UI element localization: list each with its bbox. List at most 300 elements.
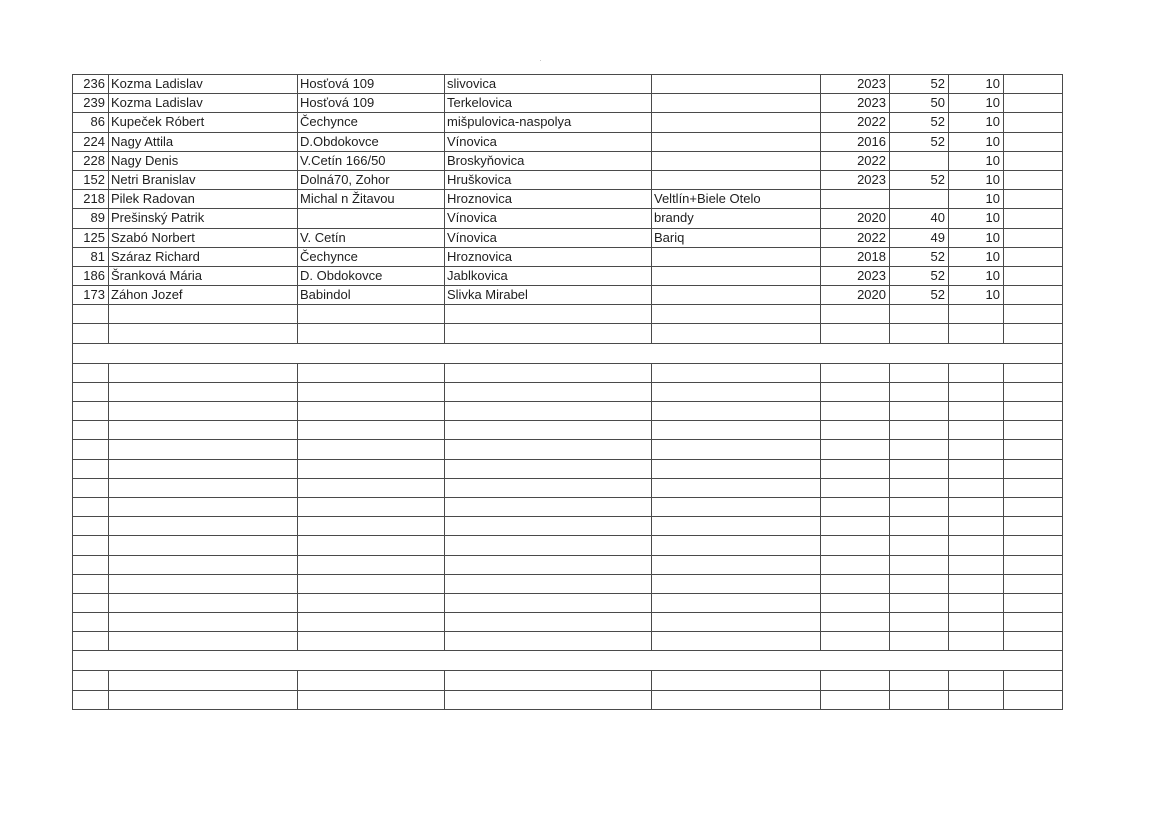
- cell-empty: [109, 651, 298, 671]
- cell-empty: [73, 324, 109, 343]
- cell-empty: [949, 690, 1004, 709]
- cell-address: Čechynce: [298, 247, 445, 266]
- cell-empty: [890, 402, 949, 421]
- cell-empty: [652, 536, 821, 555]
- cell-address: V. Cetín: [298, 228, 445, 247]
- cell-empty: [890, 632, 949, 651]
- cell-year: 2022: [821, 113, 890, 132]
- cell-empty: [890, 497, 949, 516]
- cell-empty: [652, 305, 821, 324]
- cell-empty: [890, 555, 949, 574]
- empty-row: [73, 402, 1063, 421]
- cell-empty: [109, 536, 298, 555]
- cell-score: 10: [949, 190, 1004, 209]
- cell-name: Prešinský Patrik: [109, 209, 298, 228]
- cell-vol: 40: [890, 209, 949, 228]
- cell-product: Vínovica: [445, 209, 652, 228]
- cell-note: [652, 170, 821, 189]
- cell-empty: [73, 593, 109, 612]
- cell-empty: [821, 324, 890, 343]
- cell-score: 10: [949, 75, 1004, 94]
- cell-empty: [73, 690, 109, 709]
- cell-note: [652, 113, 821, 132]
- cell-name: Nagy Attila: [109, 132, 298, 151]
- cell-empty: [1004, 382, 1063, 401]
- cell-empty: [1004, 613, 1063, 632]
- empty-row: [73, 690, 1063, 709]
- spacer-row: [73, 651, 1063, 671]
- cell-empty: [1004, 132, 1063, 151]
- cell-empty: [949, 574, 1004, 593]
- empty-row: [73, 574, 1063, 593]
- cell-empty: [73, 671, 109, 690]
- empty-row: [73, 363, 1063, 382]
- cell-empty: [652, 593, 821, 612]
- cell-empty: [445, 305, 652, 324]
- cell-empty: [821, 555, 890, 574]
- cell-score: 10: [949, 170, 1004, 189]
- cell-empty: [1004, 517, 1063, 536]
- cell-empty: [1004, 286, 1063, 305]
- cell-empty: [949, 613, 1004, 632]
- cell-note: [652, 151, 821, 170]
- cell-id: 239: [73, 94, 109, 113]
- cell-empty: [949, 651, 1004, 671]
- cell-empty: [821, 613, 890, 632]
- cell-year: 2023: [821, 94, 890, 113]
- cell-empty: [890, 343, 949, 363]
- cell-empty: [109, 632, 298, 651]
- cell-empty: [445, 517, 652, 536]
- cell-address: Michal n Žitavou: [298, 190, 445, 209]
- cell-empty: [109, 421, 298, 440]
- cell-score: 10: [949, 247, 1004, 266]
- cell-empty: [821, 517, 890, 536]
- cell-empty: [949, 497, 1004, 516]
- cell-empty: [109, 517, 298, 536]
- cell-empty: [890, 517, 949, 536]
- cell-empty: [821, 440, 890, 459]
- cell-address: Dolná70, Zohor: [298, 170, 445, 189]
- cell-empty: [109, 613, 298, 632]
- cell-id: 218: [73, 190, 109, 209]
- cell-empty: [890, 440, 949, 459]
- cell-product: slivovica: [445, 75, 652, 94]
- cell-empty: [445, 613, 652, 632]
- cell-empty: [298, 421, 445, 440]
- cell-product: Slivka Mirabel: [445, 286, 652, 305]
- cell-empty: [821, 671, 890, 690]
- cell-empty: [298, 382, 445, 401]
- cell-name: Nagy Denis: [109, 151, 298, 170]
- cell-year: 2022: [821, 228, 890, 247]
- cell-address: D.Obdokovce: [298, 132, 445, 151]
- cell-name: Netri Branislav: [109, 170, 298, 189]
- cell-empty: [73, 402, 109, 421]
- cell-note: [652, 247, 821, 266]
- cell-empty: [1004, 94, 1063, 113]
- cell-id: 236: [73, 75, 109, 94]
- cell-address: Čechynce: [298, 113, 445, 132]
- cell-vol: [890, 190, 949, 209]
- cell-empty: [1004, 343, 1063, 363]
- cell-address: Hosťová 109: [298, 75, 445, 94]
- cell-empty: [298, 402, 445, 421]
- cell-empty: [1004, 247, 1063, 266]
- cell-empty: [890, 421, 949, 440]
- cell-empty: [1004, 170, 1063, 189]
- cell-empty: [109, 497, 298, 516]
- empty-row: [73, 305, 1063, 324]
- table-row: [73, 151, 1063, 170]
- cell-product: Vínovica: [445, 228, 652, 247]
- cell-empty: [109, 593, 298, 612]
- cell-empty: [298, 459, 445, 478]
- cell-empty: [445, 671, 652, 690]
- cell-empty: [949, 324, 1004, 343]
- cell-empty: [445, 593, 652, 612]
- cell-empty: [445, 536, 652, 555]
- empty-row: [73, 421, 1063, 440]
- table-body: [73, 75, 1063, 710]
- cell-empty: [445, 402, 652, 421]
- empty-row: [73, 671, 1063, 690]
- cell-empty: [652, 555, 821, 574]
- cell-empty: [949, 440, 1004, 459]
- cell-product: Vínovica: [445, 132, 652, 151]
- cell-empty: [73, 440, 109, 459]
- cell-empty: [73, 459, 109, 478]
- cell-vol: 52: [890, 266, 949, 285]
- cell-empty: [949, 478, 1004, 497]
- cell-empty: [821, 382, 890, 401]
- cell-empty: [949, 363, 1004, 382]
- table-row: [73, 247, 1063, 266]
- cell-empty: [1004, 671, 1063, 690]
- table-row: [73, 209, 1063, 228]
- cell-empty: [1004, 536, 1063, 555]
- cell-id: 152: [73, 170, 109, 189]
- cell-product: Jablkovica: [445, 266, 652, 285]
- cell-empty: [949, 632, 1004, 651]
- cell-empty: [445, 382, 652, 401]
- cell-empty: [73, 651, 109, 671]
- cell-id: 186: [73, 266, 109, 285]
- cell-id: 173: [73, 286, 109, 305]
- cell-empty: [298, 593, 445, 612]
- cell-empty: [109, 555, 298, 574]
- empty-row: [73, 593, 1063, 612]
- cell-empty: [1004, 228, 1063, 247]
- table-row: [73, 228, 1063, 247]
- cell-empty: [109, 382, 298, 401]
- cell-year: 2020: [821, 209, 890, 228]
- cell-empty: [890, 459, 949, 478]
- cell-empty: [73, 574, 109, 593]
- cell-id: 89: [73, 209, 109, 228]
- cell-name: Šranková Mária: [109, 266, 298, 285]
- cell-empty: [1004, 651, 1063, 671]
- cell-empty: [1004, 459, 1063, 478]
- cell-empty: [73, 343, 109, 363]
- cell-empty: [73, 421, 109, 440]
- cell-empty: [445, 497, 652, 516]
- cell-note: [652, 266, 821, 285]
- cell-empty: [821, 421, 890, 440]
- cell-empty: [890, 305, 949, 324]
- cell-year: 2018: [821, 247, 890, 266]
- cell-score: 10: [949, 151, 1004, 170]
- cell-note: [652, 286, 821, 305]
- cell-empty: [445, 690, 652, 709]
- cell-empty: [652, 440, 821, 459]
- cell-empty: [298, 440, 445, 459]
- cell-empty: [821, 478, 890, 497]
- cell-empty: [949, 555, 1004, 574]
- cell-score: 10: [949, 94, 1004, 113]
- cell-empty: [298, 651, 445, 671]
- cell-empty: [109, 440, 298, 459]
- cell-empty: [949, 305, 1004, 324]
- cell-empty: [109, 324, 298, 343]
- cell-empty: [445, 574, 652, 593]
- empty-row: [73, 324, 1063, 343]
- cell-note: [652, 94, 821, 113]
- cell-year: 2020: [821, 286, 890, 305]
- cell-empty: [949, 382, 1004, 401]
- table-row: [73, 94, 1063, 113]
- spacer-row: [73, 343, 1063, 363]
- cell-score: 10: [949, 266, 1004, 285]
- cell-score: 10: [949, 286, 1004, 305]
- cell-empty: [890, 478, 949, 497]
- cell-score: 10: [949, 132, 1004, 151]
- cell-name: Kupeček Róbert: [109, 113, 298, 132]
- cell-vol: [890, 151, 949, 170]
- cell-empty: [652, 421, 821, 440]
- cell-empty: [1004, 593, 1063, 612]
- cell-empty: [445, 651, 652, 671]
- cell-year: [821, 190, 890, 209]
- cell-empty: [1004, 266, 1063, 285]
- cell-name: Kozma Ladislav: [109, 75, 298, 94]
- cell-empty: [73, 363, 109, 382]
- cell-year: 2022: [821, 151, 890, 170]
- scan-speck: [540, 60, 541, 61]
- cell-note: brandy: [652, 209, 821, 228]
- cell-empty: [298, 324, 445, 343]
- cell-empty: [298, 574, 445, 593]
- cell-empty: [652, 613, 821, 632]
- cell-id: 224: [73, 132, 109, 151]
- cell-empty: [652, 459, 821, 478]
- cell-empty: [949, 402, 1004, 421]
- cell-note: Veltlín+Biele Otelo: [652, 190, 821, 209]
- empty-row: [73, 459, 1063, 478]
- cell-empty: [1004, 363, 1063, 382]
- cell-empty: [949, 671, 1004, 690]
- cell-empty: [949, 421, 1004, 440]
- cell-empty: [109, 402, 298, 421]
- cell-empty: [73, 632, 109, 651]
- empty-row: [73, 497, 1063, 516]
- cell-empty: [445, 421, 652, 440]
- cell-note: [652, 75, 821, 94]
- cell-id: 228: [73, 151, 109, 170]
- cell-empty: [821, 305, 890, 324]
- cell-empty: [821, 536, 890, 555]
- cell-empty: [109, 478, 298, 497]
- cell-empty: [73, 517, 109, 536]
- empty-row: [73, 517, 1063, 536]
- cell-empty: [298, 632, 445, 651]
- cell-empty: [1004, 690, 1063, 709]
- cell-vol: 52: [890, 170, 949, 189]
- cell-empty: [109, 574, 298, 593]
- cell-empty: [1004, 113, 1063, 132]
- cell-vol: 49: [890, 228, 949, 247]
- table-row: [73, 170, 1063, 189]
- table-row: [73, 113, 1063, 132]
- cell-empty: [1004, 440, 1063, 459]
- cell-product: Terkelovica: [445, 94, 652, 113]
- cell-empty: [298, 363, 445, 382]
- cell-empty: [1004, 497, 1063, 516]
- cell-empty: [949, 459, 1004, 478]
- cell-vol: 52: [890, 286, 949, 305]
- cell-empty: [73, 382, 109, 401]
- cell-empty: [298, 497, 445, 516]
- cell-empty: [1004, 632, 1063, 651]
- cell-id: 125: [73, 228, 109, 247]
- table-row: [73, 286, 1063, 305]
- cell-empty: [298, 478, 445, 497]
- cell-note: [652, 132, 821, 151]
- cell-vol: 52: [890, 75, 949, 94]
- cell-empty: [73, 497, 109, 516]
- cell-year: 2023: [821, 266, 890, 285]
- cell-empty: [109, 459, 298, 478]
- cell-empty: [652, 574, 821, 593]
- cell-vol: 52: [890, 113, 949, 132]
- cell-empty: [821, 574, 890, 593]
- cell-empty: [73, 536, 109, 555]
- cell-product: Broskyňovica: [445, 151, 652, 170]
- cell-empty: [890, 671, 949, 690]
- cell-empty: [949, 343, 1004, 363]
- cell-empty: [652, 632, 821, 651]
- cell-empty: [445, 632, 652, 651]
- cell-empty: [890, 536, 949, 555]
- cell-empty: [890, 324, 949, 343]
- cell-empty: [949, 536, 1004, 555]
- cell-empty: [821, 690, 890, 709]
- cell-address: Babindol: [298, 286, 445, 305]
- cell-empty: [298, 555, 445, 574]
- cell-name: Száraz Richard: [109, 247, 298, 266]
- cell-product: Hruškovica: [445, 170, 652, 189]
- cell-empty: [73, 613, 109, 632]
- cell-empty: [949, 517, 1004, 536]
- cell-empty: [652, 478, 821, 497]
- cell-empty: [821, 593, 890, 612]
- empty-row: [73, 478, 1063, 497]
- cell-empty: [73, 478, 109, 497]
- cell-empty: [821, 497, 890, 516]
- cell-empty: [652, 343, 821, 363]
- cell-empty: [1004, 151, 1063, 170]
- empty-row: [73, 555, 1063, 574]
- cell-empty: [298, 536, 445, 555]
- cell-score: 10: [949, 113, 1004, 132]
- table-row: [73, 266, 1063, 285]
- cell-empty: [445, 440, 652, 459]
- cell-empty: [890, 363, 949, 382]
- cell-empty: [445, 459, 652, 478]
- cell-empty: [890, 382, 949, 401]
- cell-empty: [1004, 574, 1063, 593]
- cell-empty: [1004, 402, 1063, 421]
- cell-vol: 52: [890, 247, 949, 266]
- cell-note: Bariq: [652, 228, 821, 247]
- cell-name: Szabó Norbert: [109, 228, 298, 247]
- cell-score: 10: [949, 228, 1004, 247]
- cell-empty: [445, 555, 652, 574]
- cell-name: Záhon Jozef: [109, 286, 298, 305]
- cell-empty: [445, 363, 652, 382]
- cell-empty: [298, 671, 445, 690]
- cell-name: Kozma Ladislav: [109, 94, 298, 113]
- cell-empty: [890, 574, 949, 593]
- cell-empty: [652, 382, 821, 401]
- cell-address: Hosťová 109: [298, 94, 445, 113]
- cell-empty: [73, 305, 109, 324]
- empty-row: [73, 440, 1063, 459]
- cell-vol: 52: [890, 132, 949, 151]
- cell-empty: [1004, 305, 1063, 324]
- cell-empty: [298, 305, 445, 324]
- records-table: [72, 74, 1063, 710]
- cell-empty: [1004, 421, 1063, 440]
- cell-empty: [1004, 324, 1063, 343]
- cell-empty: [890, 613, 949, 632]
- table-row: [73, 190, 1063, 209]
- cell-empty: [109, 690, 298, 709]
- table-row: [73, 132, 1063, 151]
- cell-empty: [652, 690, 821, 709]
- cell-empty: [821, 363, 890, 382]
- cell-empty: [1004, 478, 1063, 497]
- cell-empty: [109, 363, 298, 382]
- cell-empty: [652, 363, 821, 382]
- cell-empty: [73, 555, 109, 574]
- table-row: [73, 75, 1063, 94]
- cell-empty: [445, 478, 652, 497]
- cell-empty: [1004, 555, 1063, 574]
- cell-product: Hroznovica: [445, 247, 652, 266]
- empty-row: [73, 382, 1063, 401]
- cell-empty: [821, 651, 890, 671]
- cell-empty: [652, 402, 821, 421]
- cell-empty: [821, 343, 890, 363]
- cell-empty: [652, 497, 821, 516]
- empty-row: [73, 536, 1063, 555]
- empty-row: [73, 632, 1063, 651]
- empty-row: [73, 613, 1063, 632]
- cell-empty: [1004, 75, 1063, 94]
- cell-vol: 50: [890, 94, 949, 113]
- cell-year: 2016: [821, 132, 890, 151]
